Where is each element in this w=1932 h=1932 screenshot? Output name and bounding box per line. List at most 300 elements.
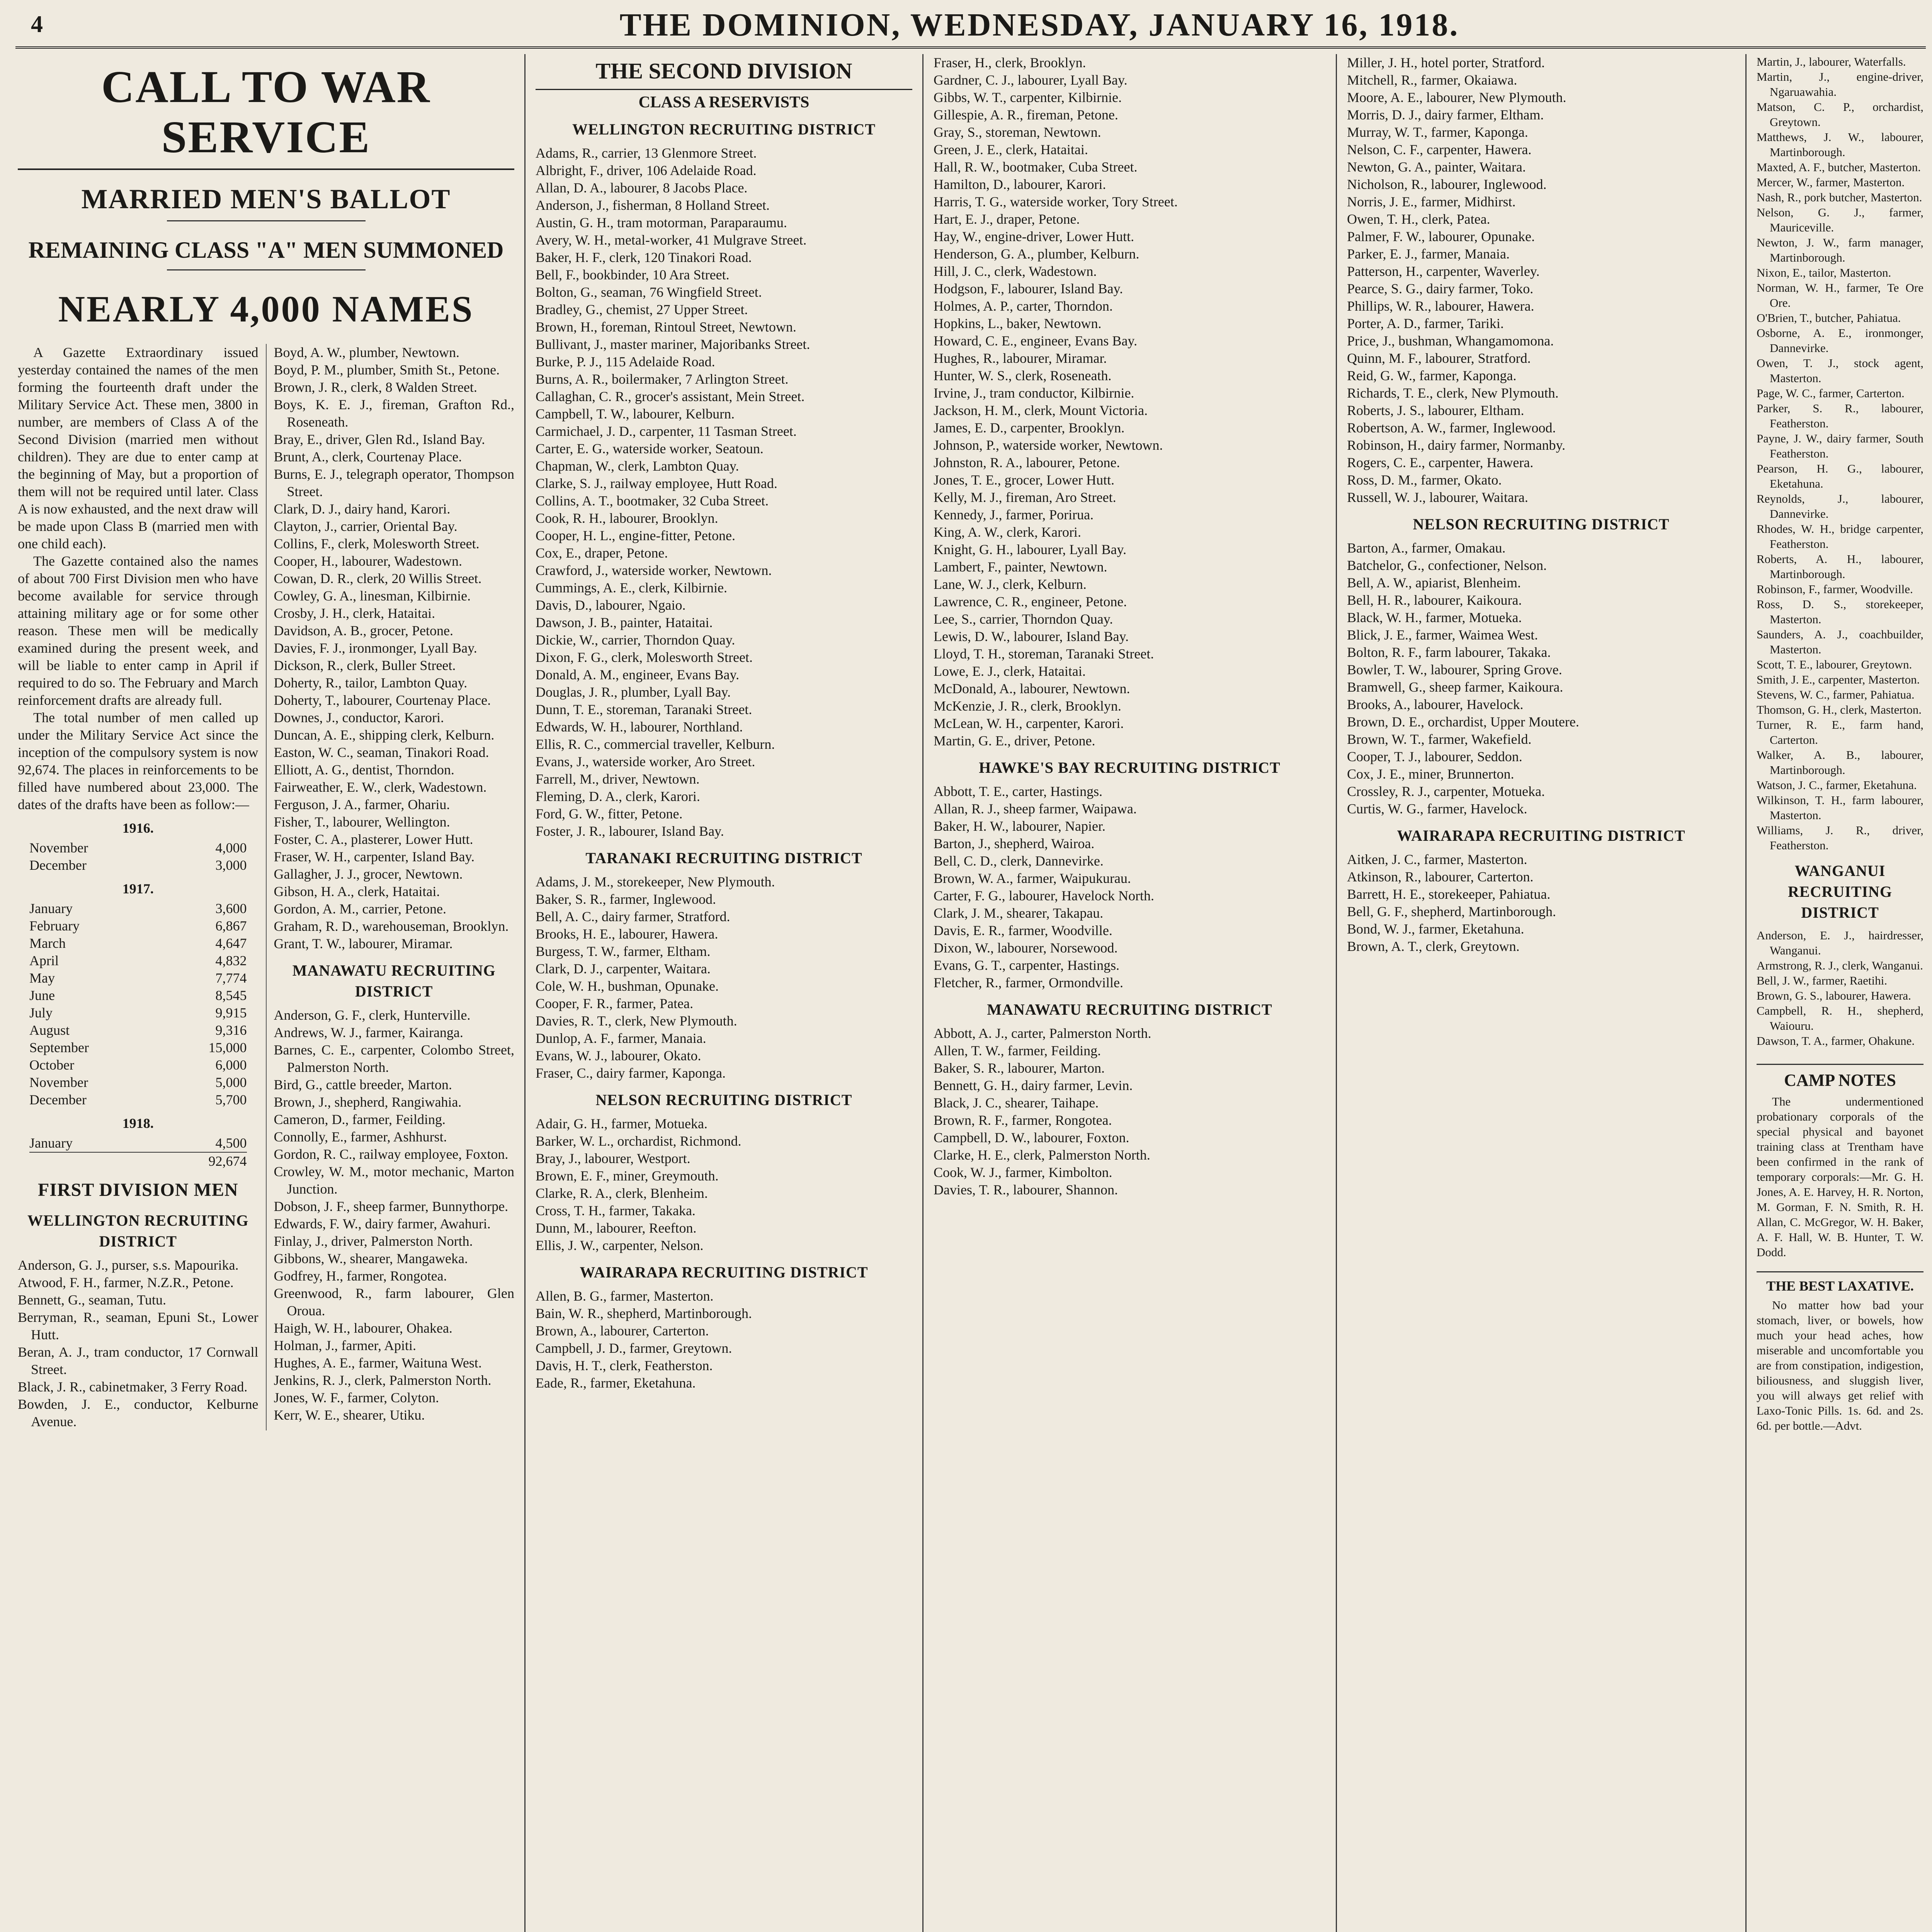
name-entry: Johnston, R. A., labourer, Petone. bbox=[934, 455, 1120, 470]
name-entry: Bolton, R. F., farm labourer, Takaka. bbox=[1347, 645, 1551, 660]
name-entry: Quinn, M. F., labourer, Stratford. bbox=[1347, 350, 1531, 366]
name-entry: Dunn, T. E., storeman, Taranaki Street. bbox=[536, 702, 752, 717]
name-entry: Lane, W. J., clerk, Kelburn. bbox=[934, 577, 1087, 592]
name-entry: Hay, W., engine-driver, Lower Hutt. bbox=[934, 229, 1134, 244]
name-entry: Cooper, H. L., engine-fitter, Petone. bbox=[536, 528, 735, 543]
name-entry: Reynolds, J., labourer, Dannevirke. bbox=[1757, 492, 1923, 520]
name-entry: Mitchell, R., farmer, Okaiawa. bbox=[1347, 72, 1517, 88]
name-entry: Fraser, H., clerk, Brooklyn. bbox=[934, 55, 1086, 70]
intro-paragraph: The Gazette contained also the names of about 700 First Division men who have become available for service through attaining military age or for some other reason. These men will be medically examined during the present week, and will be liable to enter camp in April if required to do so. The February and March reinforcement drafts are already full. bbox=[18, 553, 259, 708]
name-entry: Hopkins, L., baker, Newtown. bbox=[934, 316, 1102, 331]
nelson-district-heading: NELSON RECRUITING DISTRICT bbox=[1413, 515, 1670, 533]
wellington-district-heading: WELLINGTON RECRUITING DISTRICT bbox=[27, 1212, 249, 1250]
draft-month: August bbox=[29, 1022, 70, 1038]
drafts-table bbox=[18, 820, 259, 1170]
advertisement-text: No matter how bad your stomach, liver, or bowels, how much your head aches, how miserable and uncomfortable you are from constipation, indigestion, biliousness, and sluggish liver, you will always get relief with Laxo-Tonic Pills. 1s. 6d. and 2s. 6d. per bottle.—Advt. bbox=[1757, 1298, 1923, 1432]
name-entry: Burke, P. J., 115 Adelaide Road. bbox=[536, 354, 715, 369]
name-entry: Harris, T. G., waterside worker, Tory Street. bbox=[934, 194, 1178, 209]
name-entry: Gardner, C. J., labourer, Lyall Bay. bbox=[934, 72, 1128, 88]
draft-row bbox=[29, 1022, 247, 1039]
draft-row bbox=[29, 1134, 247, 1152]
name-entry: Dickie, W., carrier, Thorndon Quay. bbox=[536, 632, 735, 648]
name-entry: Knight, G. H., labourer, Lyall Bay. bbox=[934, 542, 1127, 557]
name-entry: Martin, J., labourer, Waterfalls. bbox=[1757, 55, 1906, 68]
name-entry: Dixon, W., labourer, Norsewood. bbox=[934, 940, 1118, 956]
name-entry: Anderson, G. F., clerk, Hunterville. bbox=[274, 1007, 471, 1023]
wanganui-list bbox=[1757, 928, 1923, 1048]
name-entry: James, E. D., carpenter, Brooklyn. bbox=[934, 420, 1125, 435]
name-entry: Cooper, T. J., labourer, Seddon. bbox=[1347, 749, 1522, 764]
name-entry: Newton, G. A., painter, Waitara. bbox=[1347, 159, 1526, 175]
name-entry: Andrews, W. J., farmer, Kairanga. bbox=[274, 1025, 463, 1040]
name-entry: Page, W. C., farmer, Carterton. bbox=[1757, 386, 1905, 400]
intro-text bbox=[18, 344, 259, 813]
name-entry: Cole, W. H., bushman, Opunake. bbox=[536, 978, 719, 994]
draft-row bbox=[29, 987, 247, 1004]
column-1 bbox=[8, 54, 526, 1932]
draft-count: 4,647 bbox=[215, 935, 247, 951]
name-entry: Hunter, W. S., clerk, Roseneath. bbox=[934, 368, 1112, 383]
name-entry: Gordon, R. C., railway employee, Foxton. bbox=[274, 1146, 509, 1162]
name-entry: Gillespie, A. R., fireman, Petone. bbox=[934, 107, 1118, 122]
name-entry: Adair, G. H., farmer, Motueka. bbox=[536, 1116, 707, 1131]
name-entry: Brown, D. E., orchardist, Upper Moutere. bbox=[1347, 714, 1579, 730]
draft-count: 3,600 bbox=[215, 901, 247, 916]
draft-month: April bbox=[29, 953, 59, 968]
name-entry: McLean, W. H., carpenter, Karori. bbox=[934, 716, 1124, 731]
name-entry: Johnson, P., waterside worker, Newtown. bbox=[934, 437, 1163, 453]
wairarapa-district-heading: WAIRARAPA RECRUITING DISTRICT bbox=[1397, 827, 1685, 844]
name-entry: Hart, E. J., draper, Petone. bbox=[934, 211, 1080, 227]
name-entry: Nixon, E., tailor, Masterton. bbox=[1757, 266, 1891, 279]
name-entry: Holmes, A. P., carter, Thorndon. bbox=[934, 298, 1113, 314]
name-entry: Cummings, A. E., clerk, Kilbirnie. bbox=[536, 580, 727, 595]
name-entry: Bolton, G., seaman, 76 Wingfield Street. bbox=[536, 284, 762, 300]
draft-month: December bbox=[29, 857, 87, 873]
subheadline-summoned: REMAINING CLASS "A" MEN SUMMONED bbox=[28, 237, 504, 263]
name-entry: Jackson, H. M., clerk, Mount Victoria. bbox=[934, 403, 1148, 418]
name-entry: Cowan, D. R., clerk, 20 Willis Street. bbox=[274, 571, 482, 586]
name-entry: Greenwood, R., farm labourer, Glen Oroua. bbox=[274, 1286, 514, 1318]
name-entry: Abbott, A. J., carter, Palmerston North. bbox=[934, 1026, 1151, 1041]
draft-count: 5,700 bbox=[215, 1092, 247, 1107]
name-entry: Cooper, H., labourer, Wadestown. bbox=[274, 553, 462, 569]
column-4 bbox=[1337, 54, 1747, 1932]
draft-year: 1918. bbox=[122, 1116, 154, 1131]
name-entry: Ford, G. W., fitter, Petone. bbox=[536, 806, 683, 821]
name-entry: Brown, J., shepherd, Rangiwahia. bbox=[274, 1094, 462, 1110]
hawkes-bay-list bbox=[934, 783, 1326, 992]
name-entry: Williams, J. R., driver, Featherston. bbox=[1757, 823, 1923, 852]
name-entry: Davis, E. R., farmer, Woodville. bbox=[934, 923, 1112, 938]
name-entry: Barrett, H. E., storekeeper, Pahiatua. bbox=[1347, 886, 1551, 902]
name-entry: Matthews, J. W., labourer, Martinborough. bbox=[1757, 130, 1923, 159]
name-entry: Bowden, J. E., conductor, Kelburne Avenue. bbox=[18, 1396, 259, 1429]
draft-count: 6,000 bbox=[215, 1057, 247, 1073]
name-entry: Barton, J., shepherd, Wairoa. bbox=[934, 836, 1095, 851]
name-entry: Elliott, A. G., dentist, Thorndon. bbox=[274, 762, 454, 777]
name-entry: Bell, A. W., apiarist, Blenheim. bbox=[1347, 575, 1521, 590]
divider bbox=[167, 220, 366, 221]
name-entry: Campbell, J. D., farmer, Greytown. bbox=[536, 1340, 732, 1356]
name-entry: Eade, R., farmer, Eketahuna. bbox=[536, 1375, 696, 1391]
name-entry: Collins, A. T., bootmaker, 32 Cuba Street. bbox=[536, 493, 769, 509]
name-entry: Finlay, J., driver, Palmerston North. bbox=[274, 1233, 473, 1249]
draft-count: 6,867 bbox=[215, 918, 247, 934]
name-entry: Green, J. E., clerk, Hataitai. bbox=[934, 142, 1088, 157]
draft-row bbox=[29, 1004, 247, 1022]
manawatu-list bbox=[934, 1025, 1326, 1199]
name-entry: Fraser, C., dairy farmer, Kaponga. bbox=[536, 1065, 726, 1081]
nelson-district-heading: NELSON RECRUITING DISTRICT bbox=[595, 1091, 852, 1109]
divider bbox=[167, 269, 366, 270]
name-entry: Saunders, A. J., coachbuilder, Masterton. bbox=[1757, 628, 1923, 656]
name-entry: Doherty, R., tailor, Lambton Quay. bbox=[274, 675, 468, 690]
name-entry: Cook, R. H., labourer, Brooklyn. bbox=[536, 510, 718, 526]
draft-count: 3,000 bbox=[215, 857, 247, 873]
name-entry: Bullivant, J., master mariner, Majoribanks Street. bbox=[536, 337, 810, 352]
wellington-list-continued bbox=[934, 54, 1326, 750]
name-entry: Davis, D., labourer, Ngaio. bbox=[536, 597, 686, 613]
name-entry: Connolly, E., farmer, Ashhurst. bbox=[274, 1129, 447, 1145]
camp-notes-text: The undermentioned probationary corporals of the special physical and bayonet training class at Trentham have been confirmed in the rank of temporary corporals:—Mr. G. H. Jones, A. E. Harvey, H. R. Norton, M. Gorman, F. N. Smith, R. H. Allan, C. McGregor, W. H. Baker, A. F. Hall, W. B. Hunter, T. W. Dodd. bbox=[1757, 1095, 1923, 1259]
name-entry: Hodgson, F., labourer, Island Bay. bbox=[934, 281, 1123, 296]
name-entry: Clark, J. M., shearer, Takapau. bbox=[934, 905, 1104, 921]
name-entry: Brown, E. F., miner, Greymouth. bbox=[536, 1168, 719, 1184]
name-entry: Cross, T. H., farmer, Takaka. bbox=[536, 1203, 696, 1218]
name-entry: Brown, A., labourer, Carterton. bbox=[536, 1323, 709, 1338]
name-entry: Palmer, F. W., labourer, Opunake. bbox=[1347, 229, 1535, 244]
wairarapa-list bbox=[536, 1287, 912, 1392]
name-entry: Armstrong, R. J., clerk, Wanganui. bbox=[1757, 959, 1923, 972]
name-entry: Henderson, G. A., plumber, Kelburn. bbox=[934, 246, 1139, 262]
name-entry: Davies, T. R., labourer, Shannon. bbox=[934, 1182, 1118, 1197]
name-entry: Roberts, A. H., labourer, Martinborough. bbox=[1757, 552, 1923, 581]
name-entry: Fraser, W. H., carpenter, Island Bay. bbox=[274, 849, 475, 864]
name-entry: Dunn, M., labourer, Reefton. bbox=[536, 1220, 697, 1236]
hawkes-bay-district-heading: HAWKE'S BAY RECRUITING DISTRICT bbox=[979, 759, 1281, 776]
name-entry: Bird, G., cattle breeder, Marton. bbox=[274, 1077, 452, 1092]
name-entry: Dunlop, A. F., farmer, Manaia. bbox=[536, 1031, 706, 1046]
name-entry: Bramwell, G., sheep farmer, Kaikoura. bbox=[1347, 679, 1563, 695]
name-entry: Avery, W. H., metal-worker, 41 Mulgrave Street. bbox=[536, 232, 807, 248]
taranaki-list-continued bbox=[1347, 54, 1735, 506]
name-entry: Brown, H., foreman, Rintoul Street, Newtown. bbox=[536, 319, 796, 335]
nelson-list bbox=[1347, 539, 1735, 818]
name-entry: Black, J. R., cabinetmaker, 3 Ferry Road. bbox=[18, 1379, 248, 1395]
name-entry: Lawrence, C. R., engineer, Petone. bbox=[934, 594, 1127, 609]
name-entry: Ross, D. S., storekeeper, Masterton. bbox=[1757, 597, 1923, 626]
name-entry: Norman, W. H., farmer, Te Ore Ore. bbox=[1757, 281, 1923, 310]
name-entry: Allen, B. G., farmer, Masterton. bbox=[536, 1288, 714, 1304]
name-entry: Allan, D. A., labourer, 8 Jacobs Place. bbox=[536, 180, 748, 196]
name-entry: Jenkins, R. J., clerk, Palmerston North. bbox=[274, 1372, 492, 1388]
name-entry: Wilkinson, T. H., farm labourer, Masterton. bbox=[1757, 793, 1923, 822]
name-entry: Aitken, J. C., farmer, Masterton. bbox=[1347, 852, 1527, 867]
draft-row bbox=[29, 839, 247, 857]
name-entry: Gordon, A. M., carrier, Petone. bbox=[274, 901, 446, 917]
draft-row bbox=[29, 1074, 247, 1091]
class-a-reservists-heading: CLASS A RESERVISTS bbox=[638, 94, 810, 111]
name-entry: Cox, J. E., miner, Brunnerton. bbox=[1347, 766, 1514, 782]
name-entry: Burns, E. J., telegraph operator, Thompson Street. bbox=[274, 466, 514, 499]
name-entry: Clarke, S. J., railway employee, Hutt Road. bbox=[536, 476, 777, 491]
name-entry: Bell, H. R., labourer, Kaikoura. bbox=[1347, 592, 1522, 608]
name-entry: Boyd, P. M., plumber, Smith St., Petone. bbox=[274, 362, 500, 378]
name-entry: Jones, W. F., farmer, Colyton. bbox=[274, 1390, 439, 1405]
draft-month: October bbox=[29, 1057, 74, 1073]
draft-count: 9,316 bbox=[215, 1022, 247, 1038]
name-entry: Miller, J. H., hotel porter, Stratford. bbox=[1347, 55, 1545, 70]
name-entry: Clayton, J., carrier, Oriental Bay. bbox=[274, 519, 457, 534]
name-entry: Murray, W. T., farmer, Kaponga. bbox=[1347, 124, 1528, 140]
name-entry: Owen, T. J., stock agent, Masterton. bbox=[1757, 356, 1923, 385]
name-entry: Baker, S. R., farmer, Inglewood. bbox=[536, 891, 716, 907]
name-entry: Bowler, T. W., labourer, Spring Grove. bbox=[1347, 662, 1562, 677]
name-entry: Carter, F. G., labourer, Havelock North. bbox=[934, 888, 1155, 903]
draft-count: 8,545 bbox=[215, 988, 247, 1003]
name-entry: Kelly, M. J., fireman, Aro Street. bbox=[934, 490, 1116, 505]
name-entry: Howard, C. E., engineer, Evans Bay. bbox=[934, 333, 1138, 349]
name-entry: Gallagher, J. J., grocer, Newtown. bbox=[274, 866, 463, 882]
name-entry: Bray, J., labourer, Westport. bbox=[536, 1151, 690, 1166]
name-entry: Allen, T. W., farmer, Feilding. bbox=[934, 1043, 1101, 1058]
name-entry: Jones, T. E., grocer, Lower Hutt. bbox=[934, 472, 1115, 488]
name-entry: Chapman, W., clerk, Lambton Quay. bbox=[536, 458, 739, 474]
name-entry: Scott, T. E., labourer, Greytown. bbox=[1757, 658, 1912, 671]
name-entry: O'Brien, T., butcher, Pahiatua. bbox=[1757, 311, 1901, 325]
camp-notes-heading: CAMP NOTES bbox=[1757, 1064, 1923, 1088]
name-entry: Brooks, A., labourer, Havelock. bbox=[1347, 697, 1524, 712]
name-entry: Gibbons, W., shearer, Mangaweka. bbox=[274, 1251, 468, 1266]
name-entry: Richards, T. E., clerk, New Plymouth. bbox=[1347, 385, 1559, 401]
name-entry: Edwards, W. H., labourer, Northland. bbox=[536, 719, 743, 735]
page-number: 4 bbox=[31, 11, 43, 37]
name-entry: Fleming, D. A., clerk, Karori. bbox=[536, 789, 700, 804]
name-entry: Evans, W. J., labourer, Okato. bbox=[536, 1048, 701, 1063]
name-entry: Roberts, J. S., labourer, Eltham. bbox=[1347, 403, 1524, 418]
name-entry: Nelson, G. J., farmer, Mauriceville. bbox=[1757, 206, 1923, 234]
draft-count: 92,674 bbox=[208, 1153, 247, 1169]
name-entry: Cooper, F. R., farmer, Patea. bbox=[536, 996, 694, 1011]
name-entry: Lewis, D. W., labourer, Island Bay. bbox=[934, 629, 1129, 644]
name-entry: Bain, W. R., shepherd, Martinborough. bbox=[536, 1306, 752, 1321]
wairarapa-list-continued bbox=[1757, 54, 1923, 853]
subheadline-names: NEARLY 4,000 NAMES bbox=[58, 288, 474, 330]
name-entry: Baker, H. F., clerk, 120 Tinakori Road. bbox=[536, 250, 752, 265]
name-entry: Thomson, G. H., clerk, Masterton. bbox=[1757, 703, 1922, 716]
name-entry: Dickson, R., clerk, Buller Street. bbox=[274, 658, 456, 673]
column-3 bbox=[923, 54, 1337, 1932]
headline: CALL TO WAR SERVICE bbox=[18, 62, 514, 170]
name-entry: Porter, A. D., farmer, Tariki. bbox=[1347, 316, 1504, 331]
taranaki-district-heading: TARANAKI RECRUITING DISTRICT bbox=[585, 849, 862, 867]
name-entry: Robinson, F., farmer, Woodville. bbox=[1757, 582, 1913, 596]
name-entry: Graham, R. D., warehouseman, Brooklyn. bbox=[274, 918, 509, 934]
name-entry: Cowley, G. A., linesman, Kilbirnie. bbox=[274, 588, 471, 604]
name-entry: Osborne, A. E., ironmonger, Dannevirke. bbox=[1757, 326, 1923, 355]
name-entry: King, A. W., clerk, Karori. bbox=[934, 524, 1081, 540]
name-entry: Martin, G. E., driver, Petone. bbox=[934, 733, 1095, 748]
name-entry: Dixon, F. G., clerk, Molesworth Street. bbox=[536, 650, 753, 665]
name-entry: Douglas, J. R., plumber, Lyall Bay. bbox=[536, 684, 731, 700]
name-entry: Clark, D. J., carpenter, Waitara. bbox=[536, 961, 711, 976]
name-entry: Davies, F. J., ironmonger, Lyall Bay. bbox=[274, 640, 477, 656]
manawatu-district-heading: MANAWATU RECRUITING DISTRICT bbox=[987, 1001, 1272, 1018]
name-entry: Baker, S. R., labourer, Marton. bbox=[934, 1060, 1105, 1076]
name-entry: Matson, C. P., orchardist, Greytown. bbox=[1757, 100, 1923, 129]
name-entry: Crossley, R. J., carpenter, Motueka. bbox=[1347, 784, 1545, 799]
name-entry: Robertson, A. W., farmer, Inglewood. bbox=[1347, 420, 1556, 435]
draft-month: November bbox=[29, 1075, 88, 1090]
name-entry: Austin, G. H., tram motorman, Paraparaumu. bbox=[536, 215, 787, 230]
name-entry: Brown, W. T., farmer, Wakefield. bbox=[1347, 731, 1532, 747]
name-entry: Dobson, J. F., sheep farmer, Bunnythorpe. bbox=[274, 1199, 509, 1214]
name-entry: Burgess, T. W., farmer, Eltham. bbox=[536, 944, 711, 959]
draft-month: February bbox=[29, 918, 80, 934]
name-entry: Turner, R. E., farm hand, Carterton. bbox=[1757, 718, 1923, 747]
name-entry: Ellis, R. C., commercial traveller, Kelburn. bbox=[536, 736, 775, 752]
name-entry: Ellis, J. W., carpenter, Nelson. bbox=[536, 1238, 704, 1253]
draft-row bbox=[29, 935, 247, 952]
draft-month: September bbox=[29, 1040, 89, 1055]
draft-month: November bbox=[29, 840, 88, 855]
name-entry: Bennett, G., seaman, Tutu. bbox=[18, 1292, 166, 1308]
name-entry: Evans, J., waterside worker, Aro Street. bbox=[536, 754, 755, 769]
column-2 bbox=[526, 54, 923, 1932]
name-entry: Brown, R. F., farmer, Rongotea. bbox=[934, 1112, 1112, 1128]
wellington-district-heading: WELLINGTON RECRUITING DISTRICT bbox=[572, 121, 876, 138]
name-entry: Nelson, C. F., carpenter, Hawera. bbox=[1347, 142, 1532, 157]
name-entry: Brown, A. T., clerk, Greytown. bbox=[1347, 939, 1520, 954]
name-entry: Grant, T. W., labourer, Miramar. bbox=[274, 936, 453, 951]
name-entry: Donald, A. M., engineer, Evans Bay. bbox=[536, 667, 740, 682]
draft-total-row bbox=[29, 1152, 247, 1170]
name-entry: Bray, E., driver, Glen Rd., Island Bay. bbox=[274, 432, 485, 447]
name-entry: Bell, F., bookbinder, 10 Ara Street. bbox=[536, 267, 730, 282]
name-entry: Mercer, W., farmer, Masterton. bbox=[1757, 175, 1905, 189]
name-entry: Burns, A. R., boilermaker, 7 Arlington Street. bbox=[536, 371, 789, 387]
name-entry: Clarke, R. A., clerk, Blenheim. bbox=[536, 1185, 708, 1201]
name-entry: Newton, J. W., farm manager, Martinborough. bbox=[1757, 236, 1923, 264]
name-entry: Evans, G. T., carpenter, Hastings. bbox=[934, 957, 1120, 973]
draft-row bbox=[29, 917, 247, 935]
draft-month: July bbox=[29, 1005, 53, 1020]
name-entry: Reid, G. W., farmer, Kaponga. bbox=[1347, 368, 1517, 383]
draft-row bbox=[29, 1056, 247, 1074]
name-entry: Cook, W. J., farmer, Kimbolton. bbox=[934, 1165, 1112, 1180]
name-entry: Carter, E. G., waterside worker, Seatoun. bbox=[536, 441, 764, 456]
name-entry: Barnes, C. E., carpenter, Colombo Street, Palmerston North. bbox=[274, 1042, 514, 1075]
name-entry: Robinson, H., dairy farmer, Normanby. bbox=[1347, 437, 1566, 453]
name-entry: Blick, J. E., farmer, Waimea West. bbox=[1347, 627, 1538, 643]
name-entry: Doherty, T., labourer, Courtenay Place. bbox=[274, 692, 491, 708]
name-entry: Bennett, G. H., dairy farmer, Levin. bbox=[934, 1078, 1133, 1093]
column-5 bbox=[1747, 54, 1932, 1932]
name-entry: Dawson, T. A., farmer, Ohakune. bbox=[1757, 1034, 1915, 1048]
name-entry: Owen, T. H., clerk, Patea. bbox=[1347, 211, 1490, 227]
name-entry: Kennedy, J., farmer, Porirua. bbox=[934, 507, 1094, 522]
manawatu-district-heading: MANAWATU RECRUITING DISTRICT bbox=[292, 962, 496, 1000]
name-entry: Russell, W. J., labourer, Waitara. bbox=[1347, 490, 1528, 505]
name-entry: Martin, J., engine-driver, Ngaruawahia. bbox=[1757, 70, 1923, 99]
column-1-inner bbox=[18, 54, 514, 1430]
name-entry: Beran, A. J., tram conductor, 17 Cornwall Street. bbox=[18, 1344, 259, 1377]
draft-month: January bbox=[29, 901, 73, 916]
name-entry: Maxted, A. F., butcher, Masterton. bbox=[1757, 160, 1921, 174]
draft-count: 4,832 bbox=[215, 953, 247, 968]
name-entry: Ferguson, J. A., farmer, Ohariu. bbox=[274, 797, 450, 812]
name-entry: Adams, J. M., storekeeper, New Plymouth. bbox=[536, 874, 775, 889]
name-entry: Lloyd, T. H., storeman, Taranaki Street. bbox=[934, 646, 1154, 662]
name-entry: Carmichael, J. D., carpenter, 11 Tasman Street. bbox=[536, 423, 797, 439]
name-entry: Gibbs, W. T., carpenter, Kilbirnie. bbox=[934, 90, 1122, 105]
draft-month: March bbox=[29, 935, 66, 951]
draft-row bbox=[29, 1039, 247, 1056]
name-entry: Brown, W. A., farmer, Waipukurau. bbox=[934, 871, 1131, 886]
name-entry: Brown, J. R., clerk, 8 Walden Street. bbox=[274, 379, 477, 395]
second-division-heading: THE SECOND DIVISION bbox=[536, 56, 912, 90]
name-entry: Black, W. H., farmer, Motueka. bbox=[1347, 610, 1522, 625]
name-entry: Atwood, F. H., farmer, N.Z.R., Petone. bbox=[18, 1275, 234, 1290]
name-entry: Anderson, J., fisherman, 8 Holland Street. bbox=[536, 197, 770, 213]
name-entry: Bell, J. W., farmer, Raetihi. bbox=[1757, 974, 1887, 987]
nelson-list bbox=[536, 1115, 912, 1254]
name-entry: Brown, G. S., labourer, Hawera. bbox=[1757, 989, 1911, 1002]
newspaper-title: THE DOMINION, WEDNESDAY, JANUARY 16, 1918. bbox=[619, 7, 1459, 43]
name-entry: Lowe, E. J., clerk, Hataitai. bbox=[934, 663, 1086, 679]
masthead bbox=[15, 4, 1926, 49]
name-entry: Bradley, G., chemist, 27 Upper Street. bbox=[536, 302, 748, 317]
name-entry: Allan, R. J., sheep farmer, Waipawa. bbox=[934, 801, 1137, 816]
wairarapa-list bbox=[1347, 851, 1735, 955]
name-entry: Hughes, R., labourer, Miramar. bbox=[934, 350, 1107, 366]
name-entry: Baker, H. W., labourer, Napier. bbox=[934, 818, 1105, 834]
name-entry: Barker, W. L., orchardist, Richmond. bbox=[536, 1133, 742, 1149]
name-entry: Lambert, F., painter, Newtown. bbox=[934, 559, 1107, 575]
name-entry: Haigh, W. H., labourer, Ohakea. bbox=[274, 1320, 452, 1336]
advertisement-heading: THE BEST LAXATIVE. bbox=[1766, 1278, 1914, 1294]
name-entry: McDonald, A., labourer, Newtown. bbox=[934, 681, 1130, 696]
name-entry: Cameron, D., farmer, Feilding. bbox=[274, 1112, 446, 1127]
name-entry: Black, J. C., shearer, Taihape. bbox=[934, 1095, 1099, 1111]
name-entry: Boyd, A. W., plumber, Newtown. bbox=[274, 345, 460, 360]
name-entry: Payne, J. W., dairy farmer, South Featherston. bbox=[1757, 432, 1923, 460]
name-entry: Lee, S., carrier, Thorndon Quay. bbox=[934, 611, 1113, 627]
name-entry: Atkinson, R., labourer, Carterton. bbox=[1347, 869, 1534, 884]
name-entry: Norris, J. E., farmer, Midhirst. bbox=[1347, 194, 1516, 209]
name-entry: Godfrey, H., farmer, Rongotea. bbox=[274, 1268, 447, 1284]
name-entry: Foster, C. A., plasterer, Lower Hutt. bbox=[274, 832, 473, 847]
wellington-list bbox=[536, 145, 912, 840]
draft-month: December bbox=[29, 1092, 87, 1107]
name-entry: Dawson, J. B., painter, Hataitai. bbox=[536, 615, 713, 630]
name-entry: Watson, J. C., farmer, Eketahuna. bbox=[1757, 778, 1917, 792]
name-entry: Batchelor, G., confectioner, Nelson. bbox=[1347, 558, 1547, 573]
name-entry: Brooks, H. E., labourer, Hawera. bbox=[536, 926, 718, 942]
draft-count: 15,000 bbox=[208, 1040, 247, 1055]
manawatu-list bbox=[274, 1007, 515, 1424]
name-entry: Edwards, F. W., dairy farmer, Awahuri. bbox=[274, 1216, 491, 1231]
name-entry: Hill, J. C., clerk, Wadestown. bbox=[934, 264, 1097, 279]
advertisement bbox=[1757, 1271, 1923, 1433]
name-entry: Morris, D. J., dairy farmer, Eltham. bbox=[1347, 107, 1544, 122]
name-entry: Rogers, C. E., carpenter, Hawera. bbox=[1347, 455, 1534, 470]
name-entry: Farrell, M., driver, Newtown. bbox=[536, 771, 700, 787]
name-entry: Duncan, A. E., shipping clerk, Kelburn. bbox=[274, 727, 495, 743]
wanganui-district-heading: WANGANUI RECRUITING DISTRICT bbox=[1787, 862, 1893, 921]
name-entry: Irvine, J., tram conductor, Kilbirnie. bbox=[934, 385, 1134, 401]
